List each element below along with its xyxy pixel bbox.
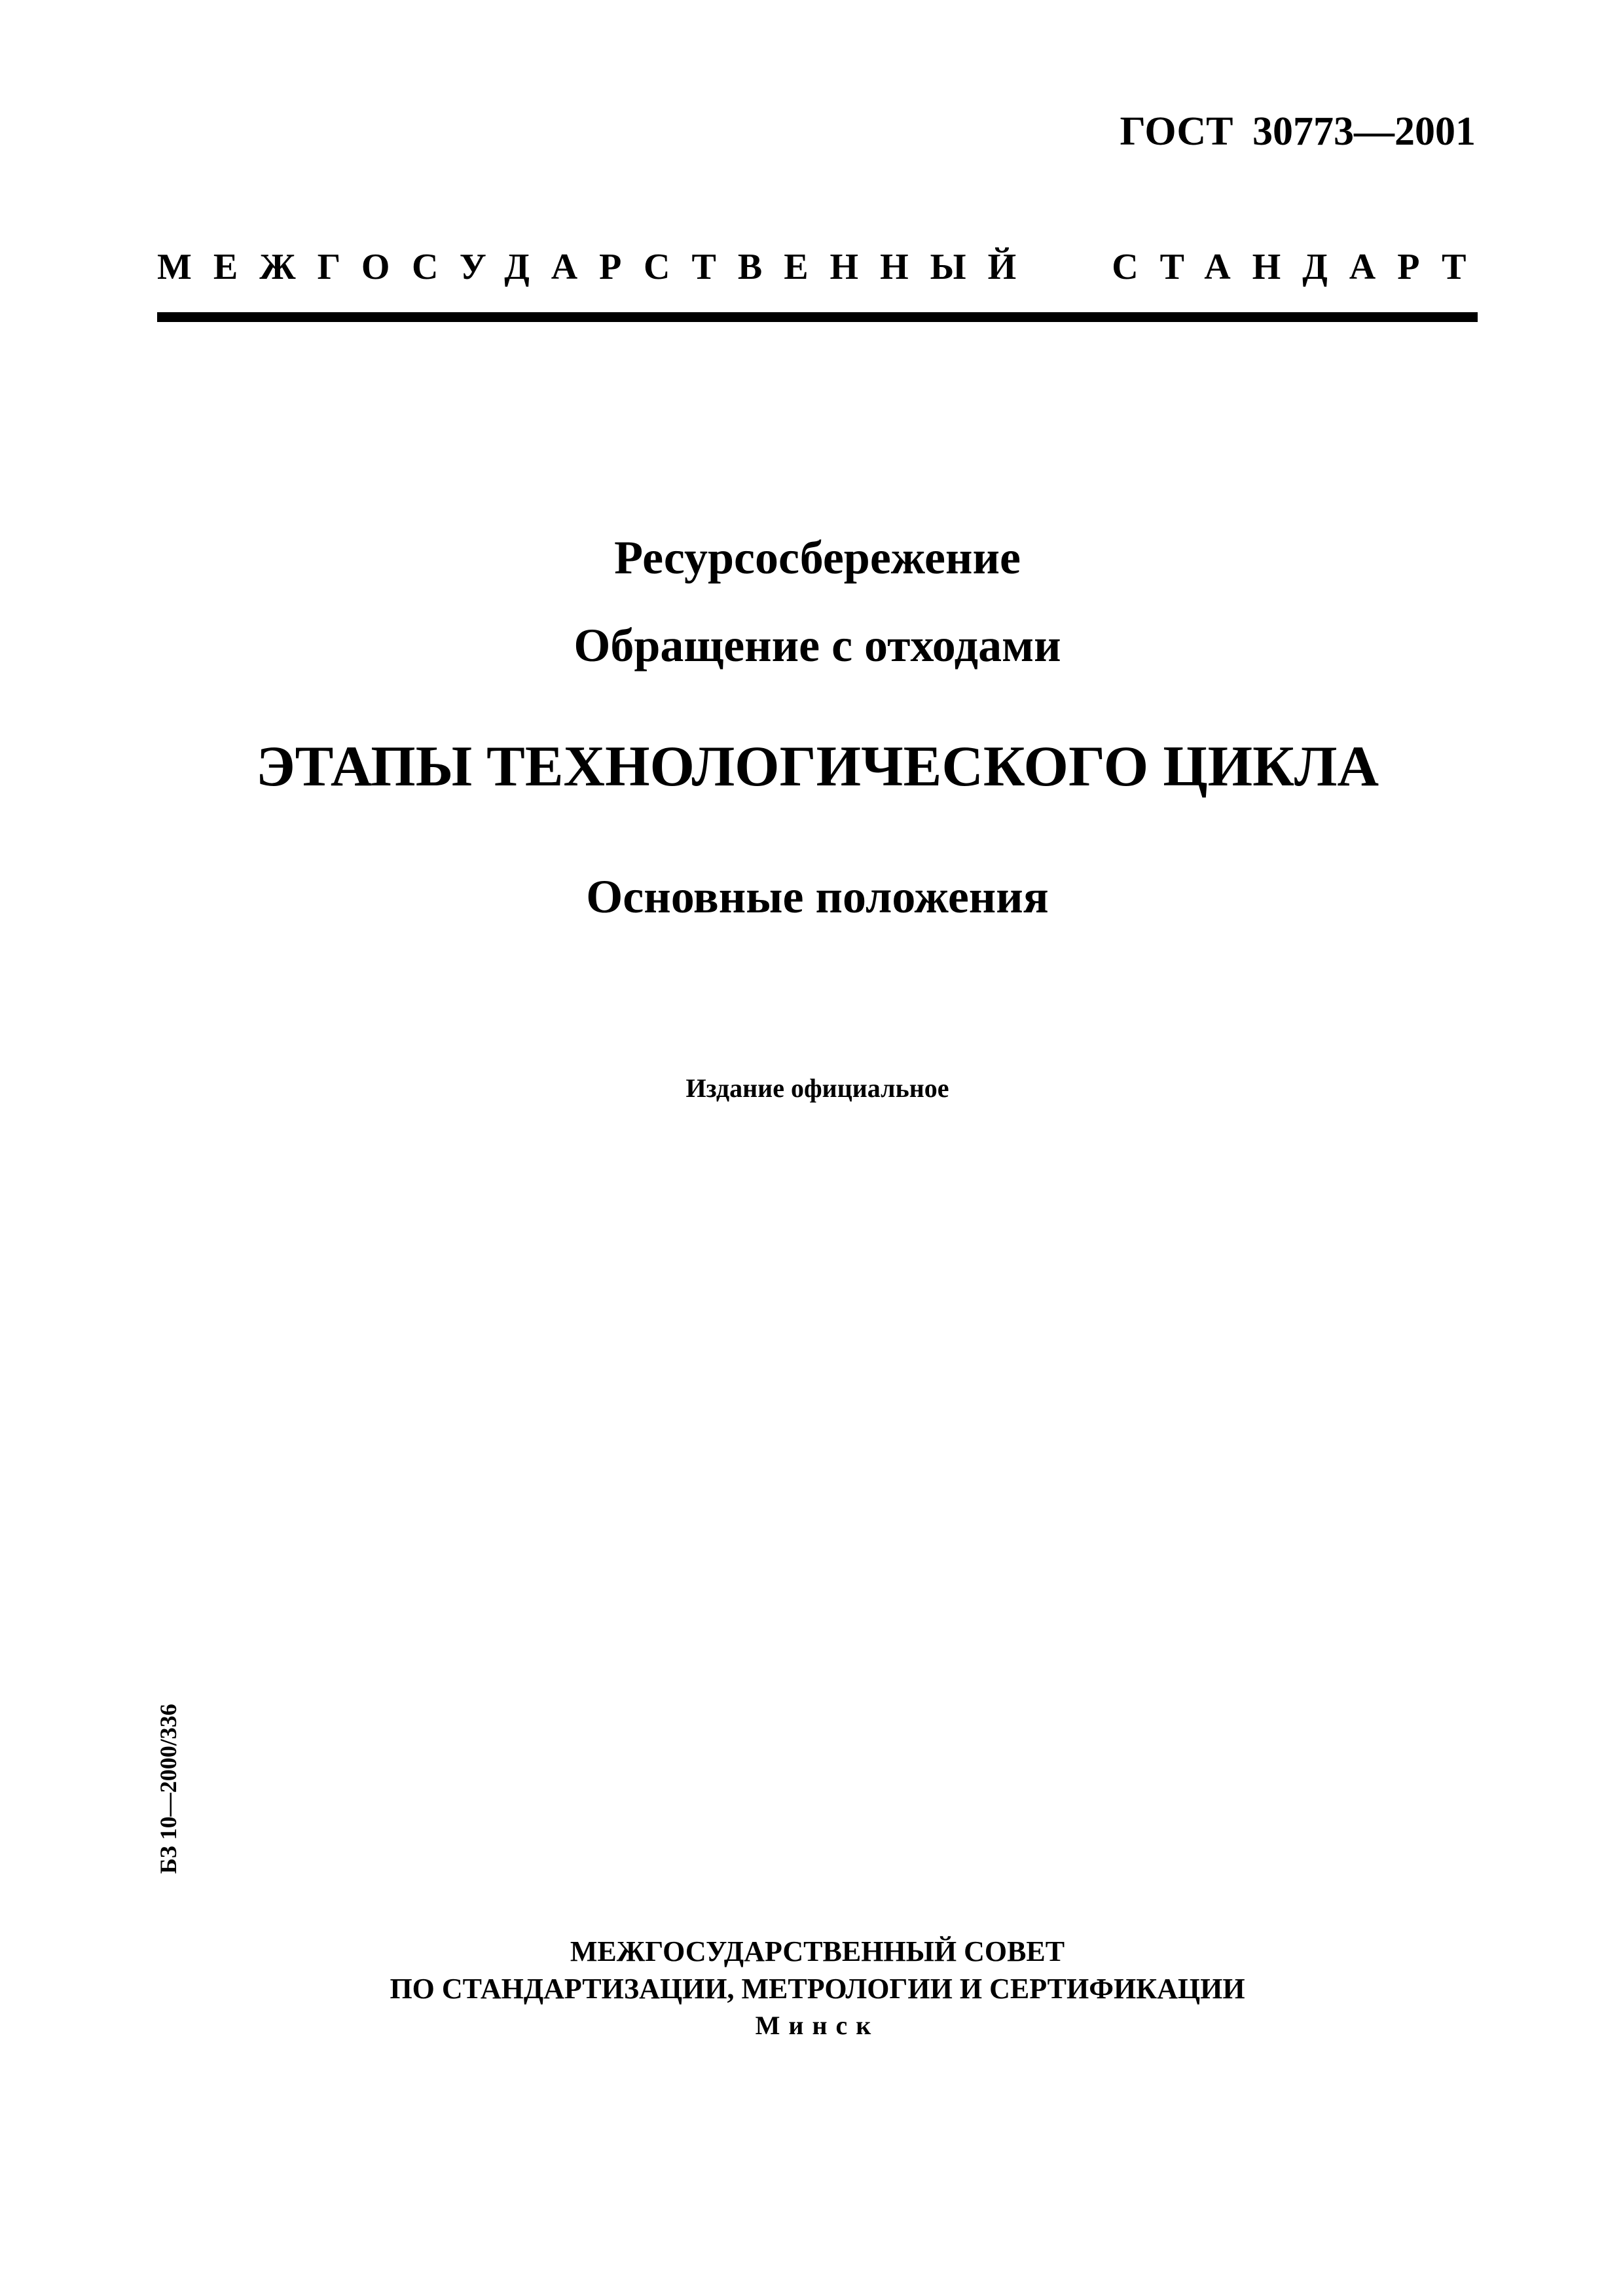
publisher-line-2: ПО СТАНДАРТИЗАЦИИ, МЕТРОЛОГИИ И СЕРТИФИКАЦИИ	[390, 1973, 1245, 2005]
side-catalog-code: БЗ 10—2000/336	[155, 1704, 181, 1874]
publisher-city: Минск	[755, 2011, 880, 2040]
header-divider	[157, 312, 1478, 322]
title-line-1: Ресурсосбережение	[614, 531, 1021, 584]
subtitle: Основные положения	[586, 870, 1049, 923]
main-title: ЭТАПЫ ТЕХНОЛОГИЧЕСКОГО ЦИКЛА	[255, 735, 1379, 798]
publisher-line-1: МЕЖГОСУДАРСТВЕННЫЙ СОВЕТ	[570, 1935, 1065, 1967]
title-line-2: Обращение с отходами	[574, 619, 1061, 672]
standard-type-heading: МЕЖГОСУДАРСТВЕННЫЙ СТАНДАРТ	[157, 247, 1488, 287]
gost-number: ГОСТ 30773—2001	[1120, 109, 1476, 154]
edition-label: Издание официальное	[685, 1073, 949, 1103]
